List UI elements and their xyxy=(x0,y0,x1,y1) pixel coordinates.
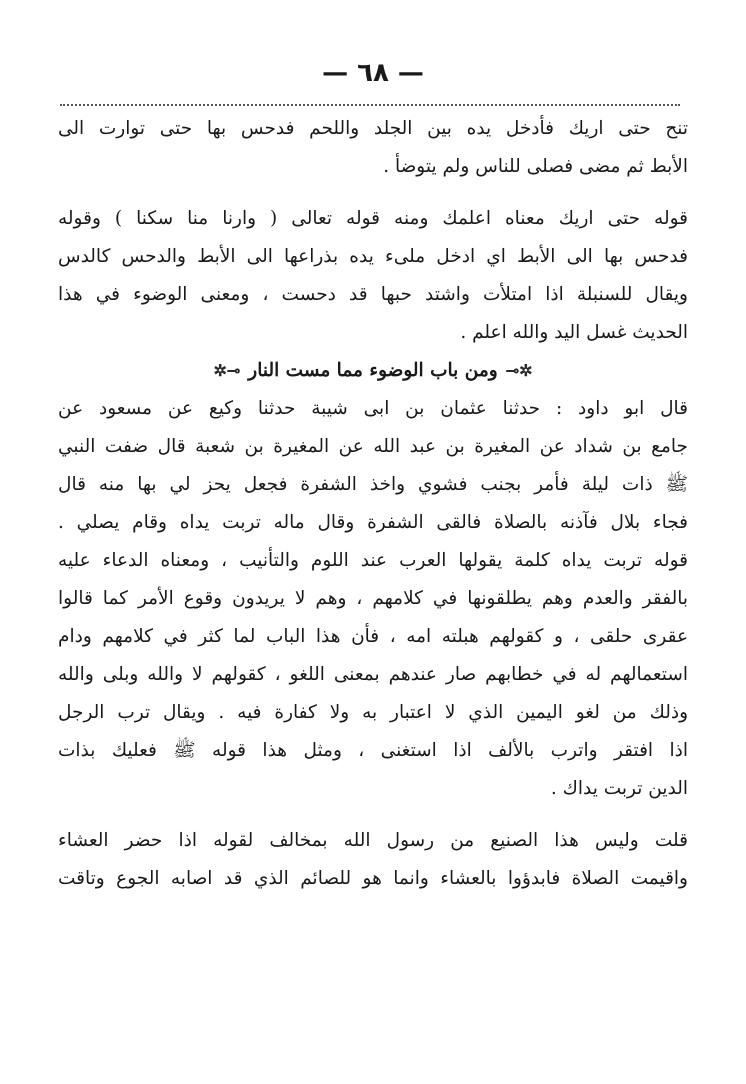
section-heading-text: ومن باب الوضوء مما مست النار xyxy=(248,360,498,381)
ornament-left-icon: ⊸✲ xyxy=(213,361,241,380)
paragraph-hadith xyxy=(58,390,688,542)
paragraph-commentary-3 xyxy=(58,822,688,898)
text-line: اذا افتقر واترب بالألف اذا استغنى ، ومثل هذا قوله ﷺ فعليك بذات xyxy=(58,740,688,761)
text-line: جامع بن شداد عن المغيرة بن عبد الله عن المغيرة بن شعبة قال ضفت النبي xyxy=(58,436,688,457)
text-line: ويقال للسنبلة اذا امتلأت واشتد حبها قد دحست ، ومعنى الوضوء في هذا xyxy=(58,284,688,305)
text-line: قلت وليس هذا الصنيع من رسول الله بمخالف لقوله اذا حضر العشاء xyxy=(58,830,688,851)
page-number: — ٦٨ — xyxy=(322,58,424,88)
text-line: استعمالهم له في خطابهم صار عندهم بمعنى اللغو ، كقولهم لا والله وبلى والله xyxy=(58,664,688,685)
text-line: بالفقر والعدم وهم يطلقونها في كلامهم ، وهم لا يريدون وقوع الأمر كما قالوا xyxy=(58,588,688,609)
text-line: قال ابو داود : حدثنا عثمان بن ابى شيبة حدثنا وكيع عن مسعود عن xyxy=(58,398,688,419)
ornament-right-icon: ✲⊸ xyxy=(505,361,533,380)
paragraph-hadith-end xyxy=(58,110,688,186)
section-heading xyxy=(58,352,688,390)
text-line: قوله تربت يداه كلمة يقولها العرب عند اللوم والتأنيب ، ومعناه الدعاء عليه xyxy=(58,550,688,571)
text-line: الدين تربت يداك . xyxy=(550,778,688,799)
paragraph-commentary-1 xyxy=(58,200,688,352)
text-line: قوله حتى اريك معناه اعلمك ومنه قوله تعالى ( وارنا منا سكنا ) وقوله xyxy=(58,208,688,229)
text-line: فدحس بها الى الأبط اي ادخل ملىء يده بذراعها الى الأبط والدحس كالدس xyxy=(58,246,688,267)
header-dotted-rule xyxy=(60,104,680,106)
paragraph-commentary-2 xyxy=(58,542,688,808)
text-line: عقرى حلقى ، و كقولهم هبلته امه ، فأن هذا الباب لما كثر في كلامهم ودام xyxy=(58,626,688,647)
text-line: فجاء بلال فآذنه بالصلاة فالقى الشفرة وقال ماله تربت يداه وقام يصلي . xyxy=(58,512,688,533)
text-line: وذلك من لغو اليمين الذي لا اعتبار به ولا كفارة فيه . ويقال ترب الرجل xyxy=(58,702,688,723)
text-line: ﷺ ذات ليلة فأمر بجنب فشوي واخذ الشفرة فجعل يحز لي بها منه قال xyxy=(58,474,688,495)
text-line: الأبط ثم مضى فصلى للناس ولم يتوضأ . xyxy=(383,156,688,177)
page-body xyxy=(58,110,688,898)
text-line: تنح حتى اريك فأدخل يده بين الجلد واللحم فدحس بها حتى توارت الى xyxy=(58,118,688,139)
text-line: واقيمت الصلاة فابدؤوا بالعشاء وانما هو للصائم الذي قد اصابه الجوع وتاقت xyxy=(58,868,688,889)
text-line: الحديث غسل اليد والله اعلم . xyxy=(460,322,688,343)
